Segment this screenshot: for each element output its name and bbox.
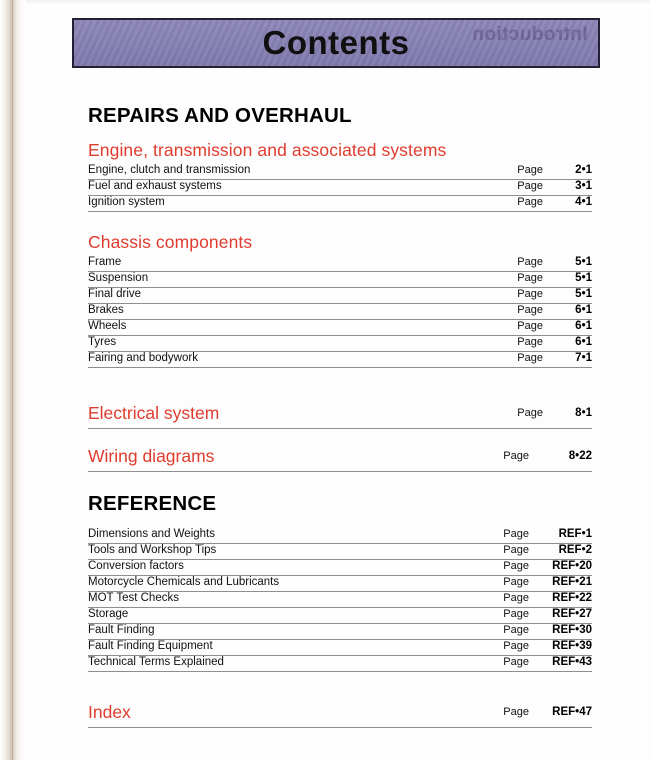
entry-label: Wheels (88, 320, 127, 332)
page-word: Page (503, 544, 529, 556)
page-number: 6•1 (575, 336, 592, 348)
reference-entries (88, 528, 592, 672)
page-word: Page (503, 576, 529, 588)
page-number: 8•1 (575, 407, 592, 419)
subsection-chassis-components (88, 232, 592, 368)
entry-label: Tools and Workshop Tips (88, 544, 217, 556)
page-number: REF•21 (552, 576, 592, 588)
entry-label: Electrical system (88, 402, 220, 423)
section-repairs-and-overhaul (88, 104, 592, 472)
table-row[interactable] (88, 608, 592, 624)
entry-label: Fault Finding Equipment (88, 640, 213, 652)
table-row[interactable] (88, 288, 592, 304)
page-number: 2•1 (575, 164, 592, 176)
table-row-wiring-diagrams[interactable] (88, 442, 592, 472)
entry-label: Suspension (88, 272, 149, 284)
entry-label: Fairing and bodywork (88, 352, 198, 364)
page-number: 4•1 (575, 196, 592, 208)
entry-label: Fuel and exhaust systems (88, 180, 222, 192)
entry-label: Technical Terms Explained (88, 656, 224, 668)
page-word: Page (517, 272, 543, 284)
page-word: Page (503, 560, 529, 572)
page-number: REF•1 (558, 528, 592, 540)
table-row[interactable] (88, 592, 592, 608)
entry-label: Fault Finding (88, 624, 155, 636)
table-row[interactable] (88, 352, 592, 368)
page-word: Page (503, 450, 529, 462)
page-word: Page (503, 656, 529, 668)
page-word: Page (517, 320, 543, 332)
table-row[interactable] (88, 560, 592, 576)
page-word: Page (517, 256, 543, 268)
page-word: Page (517, 180, 543, 192)
table-row[interactable] (88, 304, 592, 320)
table-row[interactable] (88, 164, 592, 180)
page-title: Contents (262, 24, 410, 61)
table-row[interactable] (88, 272, 592, 288)
entry-label: Wiring diagrams (88, 445, 215, 466)
spacer (88, 429, 592, 442)
entry-label: Ignition system (88, 196, 165, 208)
page-number: 6•1 (575, 320, 592, 332)
page-number: REF•22 (552, 592, 592, 604)
table-row[interactable] (88, 320, 592, 336)
page-word: Page (517, 352, 543, 364)
section-heading-reference: REFERENCE (88, 492, 217, 515)
entry-label: MOT Test Checks (88, 592, 179, 604)
page-word: Page (503, 640, 529, 652)
page-word: Page (517, 336, 543, 348)
entry-label: Engine, clutch and transmission (88, 164, 251, 176)
page-word: Page (517, 407, 543, 419)
page-number: 8•22 (568, 450, 592, 462)
subsection-engine-transmission (88, 140, 592, 212)
table-row[interactable] (88, 576, 592, 592)
page-number: REF•27 (552, 608, 592, 620)
table-row[interactable] (88, 336, 592, 352)
page-word: Page (517, 196, 543, 208)
page-number: REF•30 (552, 624, 592, 636)
table-row[interactable] (88, 624, 592, 640)
entry-label: Conversion factors (88, 560, 184, 572)
entry-label: Motorcycle Chemicals and Lubricants (88, 576, 280, 588)
spacer (88, 472, 592, 492)
section-heading-repairs-and-overhaul: REPAIRS AND OVERHAUL (88, 104, 352, 127)
table-row-electrical-system[interactable] (88, 399, 592, 429)
entry-label: Final drive (88, 288, 142, 300)
book-gutter-shadow (0, 0, 26, 760)
page-number: REF•43 (552, 656, 592, 668)
page-number: REF•47 (552, 706, 592, 718)
entry-label: Tyres (88, 336, 117, 348)
section-reference (88, 492, 592, 728)
reverse-side-showthrough-text: Introduction (472, 24, 588, 45)
entry-label: Storage (88, 608, 129, 620)
page-number: REF•2 (558, 544, 592, 556)
table-row[interactable] (88, 256, 592, 272)
page-number: 5•1 (575, 256, 592, 268)
page-top-edge (26, 0, 650, 6)
page-word: Page (503, 608, 529, 620)
table-row[interactable] (88, 640, 592, 656)
page-word: Page (517, 304, 543, 316)
page-word: Page (517, 164, 543, 176)
page-word: Page (503, 528, 529, 540)
table-row[interactable] (88, 544, 592, 560)
page-number: 5•1 (575, 272, 592, 284)
page-number: 5•1 (575, 288, 592, 300)
contents-list (88, 104, 592, 728)
page-word: Page (517, 288, 543, 300)
table-row-index[interactable] (88, 698, 592, 728)
page-word: Page (503, 624, 529, 636)
entry-label: Dimensions and Weights (88, 528, 215, 540)
page-number: 7•1 (575, 352, 592, 364)
subsection-heading-chassis-components: Chassis components (88, 232, 253, 252)
spacer (88, 672, 592, 698)
entry-label: Frame (88, 256, 122, 268)
page-word: Page (503, 592, 529, 604)
contents-title-bar (72, 18, 600, 68)
spacer (88, 386, 592, 399)
page-number: 3•1 (575, 180, 592, 192)
page-number: 6•1 (575, 304, 592, 316)
page-number: REF•20 (552, 560, 592, 572)
page-number: REF•39 (552, 640, 592, 652)
table-row[interactable] (88, 528, 592, 544)
table-row[interactable] (88, 196, 592, 212)
subsection-heading-engine-transmission: Engine, transmission and associated systems (88, 140, 447, 160)
entry-label: Brakes (88, 304, 124, 316)
entry-label: Index (88, 701, 131, 722)
table-row[interactable] (88, 180, 592, 196)
book-spine-line (12, 0, 13, 760)
page-word: Page (503, 706, 529, 718)
table-row[interactable] (88, 656, 592, 672)
